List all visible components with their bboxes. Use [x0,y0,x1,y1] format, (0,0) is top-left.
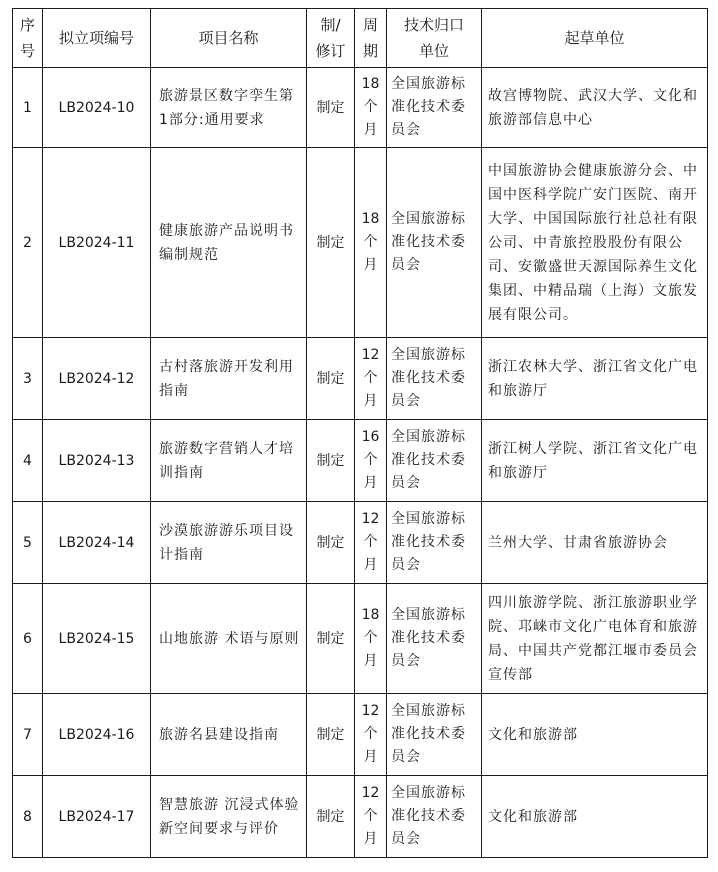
cell-tc: 全国旅游标准化技术委员会 [387,694,482,776]
cell-code: LB2024-13 [43,420,151,502]
cell-org: 文化和旅游部 [482,694,708,776]
table-header-row [13,9,708,68]
cell-code: LB2024-11 [43,148,151,338]
cell-cycle: 18 个 月 [355,148,387,338]
table-row [13,68,708,148]
cell-org: 浙江农林大学、浙江省文化广电和旅游厅 [482,338,708,420]
table-row [13,148,708,338]
cell-no: 5 [13,502,43,584]
cell-name: 古村落旅游开发利用指南 [151,338,307,420]
cell-type: 制定 [307,148,355,338]
cell-name: 旅游名县建设指南 [151,694,307,776]
cell-code: LB2024-12 [43,338,151,420]
cell-cycle: 12 个 月 [355,694,387,776]
cell-type: 制定 [307,68,355,148]
cell-name: 旅游数字营销人才培训指南 [151,420,307,502]
cell-no: 8 [13,776,43,858]
cell-cycle: 12 个 月 [355,502,387,584]
cell-cycle: 16 个 月 [355,420,387,502]
cell-code: LB2024-16 [43,694,151,776]
cell-type: 制定 [307,776,355,858]
cell-no: 2 [13,148,43,338]
cell-tc: 全国旅游标准化技术委员会 [387,68,482,148]
cell-code: LB2024-14 [43,502,151,584]
table-row [13,338,708,420]
header-org: 起草单位 [482,9,708,68]
header-type: 制/ 修订 [307,9,355,68]
cell-code: LB2024-17 [43,776,151,858]
cell-name: 健康旅游产品说明书编制规范 [151,148,307,338]
cell-tc: 全国旅游标准化技术委员会 [387,776,482,858]
standards-table-container [12,8,708,858]
header-tc: 技术归口 单位 [387,9,482,68]
cell-tc: 全国旅游标准化技术委员会 [387,420,482,502]
cell-tc: 全国旅游标准化技术委员会 [387,502,482,584]
cell-name: 山地旅游 术语与原则 [151,584,307,694]
header-cycle: 周 期 [355,9,387,68]
cell-tc: 全国旅游标准化技术委员会 [387,148,482,338]
cell-type: 制定 [307,584,355,694]
cell-no: 7 [13,694,43,776]
cell-cycle: 18 个 月 [355,68,387,148]
cell-org: 故宫博物院、武汉大学、文化和旅游部信息中心 [482,68,708,148]
cell-no: 3 [13,338,43,420]
cell-org: 兰州大学、甘肃省旅游协会 [482,502,708,584]
cell-type: 制定 [307,694,355,776]
header-name: 项目名称 [151,9,307,68]
standards-project-table [12,8,708,858]
table-row [13,502,708,584]
header-code: 拟立项编号 [43,9,151,68]
table-row [13,776,708,858]
cell-tc: 全国旅游标准化技术委员会 [387,338,482,420]
cell-org: 中国旅游协会健康旅游分会、中国中医科学院广安门医院、南开大学、中国国际旅行社总社有限公司、中青旅控股股份有限公司、安徽盛世天源国际养生文化集团、中精品瑞（上海）文旅发展有限公司。 [482,148,708,338]
cell-no: 6 [13,584,43,694]
cell-code: LB2024-15 [43,584,151,694]
cell-no: 4 [13,420,43,502]
cell-type: 制定 [307,502,355,584]
cell-name: 智慧旅游 沉浸式体验新空间要求与评价 [151,776,307,858]
cell-tc: 全国旅游标准化技术委员会 [387,584,482,694]
cell-org: 四川旅游学院、浙江旅游职业学院、邛崃市文化广电体育和旅游局、中国共产党都江堰市委员会宣传部 [482,584,708,694]
cell-org: 文化和旅游部 [482,776,708,858]
cell-type: 制定 [307,420,355,502]
cell-type: 制定 [307,338,355,420]
cell-code: LB2024-10 [43,68,151,148]
header-no: 序 号 [13,9,43,68]
cell-cycle: 18 个 月 [355,584,387,694]
cell-name: 沙漠旅游游乐项目设计指南 [151,502,307,584]
cell-no: 1 [13,68,43,148]
cell-cycle: 12 个 月 [355,776,387,858]
cell-name: 旅游景区数字孪生第1部分:通用要求 [151,68,307,148]
table-row [13,694,708,776]
cell-org: 浙江树人学院、浙江省文化广电和旅游厅 [482,420,708,502]
table-row [13,420,708,502]
table-row [13,584,708,694]
cell-cycle: 12 个 月 [355,338,387,420]
